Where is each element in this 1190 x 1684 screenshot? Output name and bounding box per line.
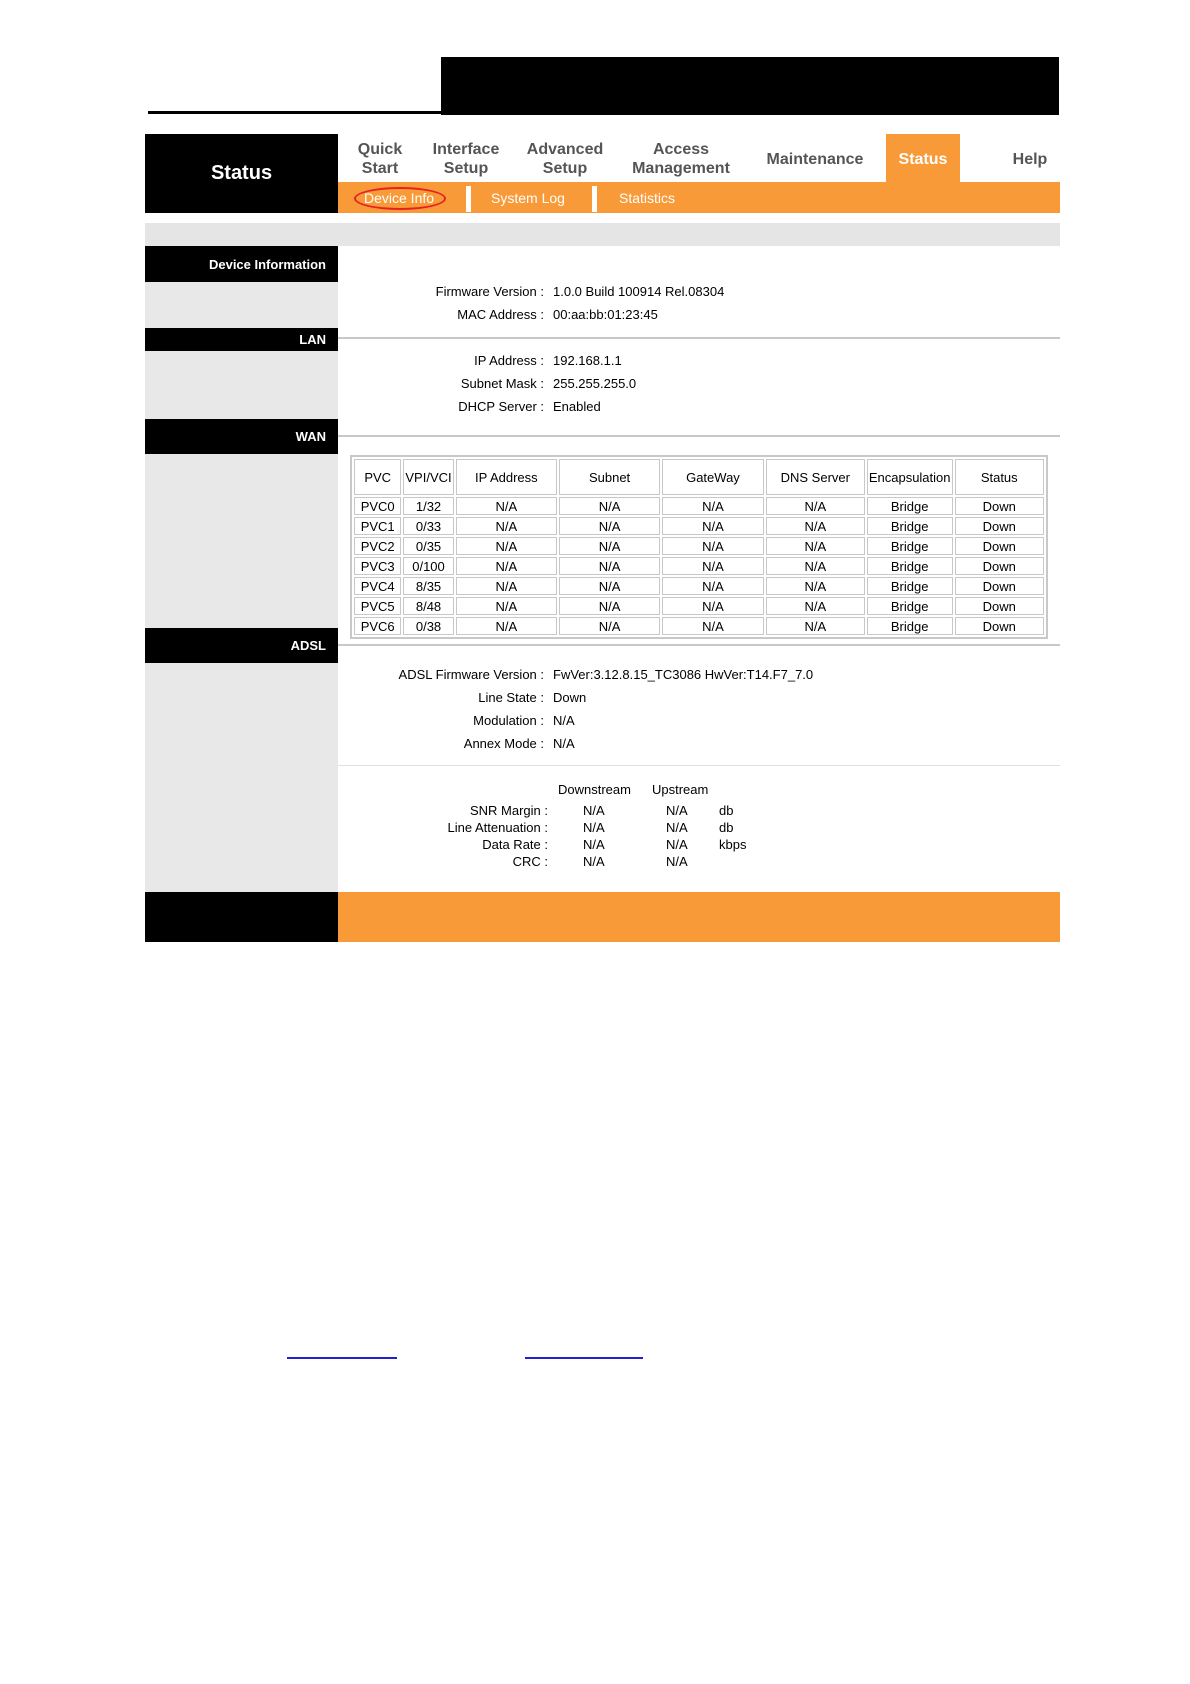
tab-interface-setup[interactable]: Interface Setup [432, 141, 500, 177]
table-cell: Bridge [867, 537, 953, 555]
mac-label: MAC Address : [457, 307, 544, 322]
section-header-device-information: Device Information [145, 246, 338, 282]
stat-unit: db [719, 820, 734, 835]
tab-status[interactable]: Status [898, 150, 948, 168]
table-cell: N/A [662, 597, 764, 615]
lan-mask-value: 255.255.255.0 [553, 376, 637, 391]
table-cell: N/A [766, 557, 865, 575]
table-cell: N/A [456, 557, 557, 575]
line-state-label: Line State : [478, 690, 544, 705]
content-top-strip [145, 223, 1060, 246]
table-cell: N/A [766, 517, 865, 535]
stat-unit: kbps [719, 837, 747, 852]
adsl-firmware-label: ADSL Firmware Version : [398, 667, 544, 682]
table-cell: N/A [766, 597, 865, 615]
col-header: Subnet [559, 459, 660, 495]
table-cell: Down [955, 557, 1045, 575]
section-header-wan: WAN [145, 419, 338, 454]
stat-label: SNR Margin : [469, 803, 548, 818]
table-cell: PVC3 [354, 557, 401, 575]
section-header-adsl: ADSL [145, 628, 338, 663]
table-cell: N/A [662, 557, 764, 575]
col-header: PVC [354, 459, 401, 495]
upstream-header: Upstream [652, 782, 709, 797]
stat-downstream: N/A [583, 854, 605, 869]
lan-ip-label: IP Address : [474, 353, 544, 368]
tab-advanced-setup[interactable]: Advanced Setup [526, 141, 604, 177]
tab-access-management[interactable]: Access Management [632, 141, 730, 177]
table-cell: Down [955, 617, 1045, 635]
footer-left [145, 892, 338, 942]
table-row [354, 597, 1044, 615]
stat-label: CRC : [512, 854, 548, 869]
table-cell: Down [955, 537, 1045, 555]
subnav-separator [466, 186, 471, 212]
stat-label: Line Attenuation : [447, 820, 548, 835]
table-cell: N/A [766, 617, 865, 635]
header-divider [148, 111, 1054, 114]
link-underline[interactable] [287, 1357, 397, 1359]
lan-mask-label: Subnet Mask : [460, 376, 544, 391]
stat-upstream: N/A [666, 803, 688, 818]
table-cell: PVC6 [354, 617, 401, 635]
table-cell: N/A [456, 497, 557, 515]
mac-value: 00:aa:bb:01:23:45 [553, 307, 658, 322]
table-cell: PVC2 [354, 537, 401, 555]
table-cell: 8/48 [403, 597, 453, 615]
highlight-ring [354, 187, 446, 210]
subnav-separator [592, 186, 597, 212]
downstream-header: Downstream [558, 782, 631, 797]
annex-mode-label: Annex Mode : [463, 736, 544, 751]
table-cell: N/A [766, 537, 865, 555]
col-header: Status [955, 459, 1045, 495]
col-header: DNS Server [766, 459, 865, 495]
line-state-value: Down [553, 690, 587, 705]
modulation-value: N/A [553, 713, 575, 728]
header-banner [441, 57, 1059, 115]
table-cell: PVC1 [354, 517, 401, 535]
stat-downstream: N/A [583, 820, 605, 835]
table-cell: Bridge [867, 617, 953, 635]
table-cell: 0/38 [403, 617, 453, 635]
col-header: IP Address [456, 459, 557, 495]
table-cell: N/A [662, 617, 764, 635]
lan-dhcp-label: DHCP Server : [458, 399, 544, 414]
tab-quick-start[interactable]: Quick Start [357, 141, 403, 177]
table-cell: N/A [456, 577, 557, 595]
table-row [354, 537, 1044, 555]
table-cell: Bridge [867, 597, 953, 615]
tab-maintenance[interactable]: Maintenance [766, 150, 864, 168]
table-cell: 0/35 [403, 537, 453, 555]
table-cell: Down [955, 577, 1045, 595]
col-header: GateWay [662, 459, 764, 495]
table-row [354, 497, 1044, 515]
section-title: Status [145, 134, 338, 213]
table-cell: N/A [559, 557, 660, 575]
table-cell: Bridge [867, 577, 953, 595]
subtab-system-log[interactable]: System Log [491, 189, 565, 206]
table-cell: N/A [559, 577, 660, 595]
table-cell: Down [955, 597, 1045, 615]
table-cell: PVC5 [354, 597, 401, 615]
modulation-label: Modulation : [473, 713, 544, 728]
stat-upstream: N/A [666, 837, 688, 852]
table-cell: N/A [662, 537, 764, 555]
table-cell: 0/100 [403, 557, 453, 575]
link-underline[interactable] [525, 1357, 643, 1359]
section-header-lan: LAN [145, 328, 338, 351]
stat-upstream: N/A [666, 820, 688, 835]
adsl-firmware-value: FwVer:3.12.8.15_TC3086 HwVer:T14.F7_7.0 [553, 667, 814, 682]
lan-dhcp-value: Enabled [553, 399, 601, 414]
table-cell: N/A [559, 517, 660, 535]
table-row [354, 517, 1044, 535]
table-cell: N/A [766, 577, 865, 595]
table-row [354, 617, 1044, 635]
table-cell: N/A [662, 517, 764, 535]
wan-table [350, 455, 1048, 639]
table-cell: N/A [559, 617, 660, 635]
col-header: VPI/VCI [403, 459, 453, 495]
table-cell: N/A [766, 497, 865, 515]
table-cell: N/A [559, 537, 660, 555]
table-cell: N/A [456, 617, 557, 635]
col-header: Encapsulation [867, 459, 953, 495]
divider [338, 765, 1060, 766]
firmware-label: Firmware Version : [435, 284, 544, 299]
table-cell: PVC4 [354, 577, 401, 595]
table-cell: N/A [456, 517, 557, 535]
table-cell: N/A [662, 497, 764, 515]
stat-downstream: N/A [583, 803, 605, 818]
table-header-row [354, 459, 1044, 495]
firmware-value: 1.0.0 Build 100914 Rel.08304 [553, 284, 725, 299]
table-cell: 0/33 [403, 517, 453, 535]
table-cell: Down [955, 517, 1045, 535]
stat-downstream: N/A [583, 837, 605, 852]
tab-help[interactable]: Help [1012, 150, 1048, 168]
table-cell: N/A [662, 577, 764, 595]
annex-mode-value: N/A [553, 736, 575, 751]
table-cell: Down [955, 497, 1045, 515]
stat-label: Data Rate : [482, 837, 548, 852]
stat-unit: db [719, 803, 734, 818]
subtab-device-info[interactable]: Device Info [364, 189, 435, 206]
table-cell: N/A [456, 597, 557, 615]
table-cell: 8/35 [403, 577, 453, 595]
footer-bar [338, 892, 1060, 942]
table-cell: N/A [559, 497, 660, 515]
table-cell: N/A [559, 597, 660, 615]
table-cell: 1/32 [403, 497, 453, 515]
divider [338, 435, 1060, 437]
table-cell: Bridge [867, 557, 953, 575]
divider [338, 337, 1060, 339]
table-row [354, 577, 1044, 595]
table-cell: N/A [456, 537, 557, 555]
table-cell: Bridge [867, 517, 953, 535]
stat-upstream: N/A [666, 854, 688, 869]
table-cell: PVC0 [354, 497, 401, 515]
divider [338, 644, 1060, 646]
lan-ip-value: 192.168.1.1 [553, 353, 622, 368]
subtab-statistics[interactable]: Statistics [619, 189, 676, 206]
table-row [354, 557, 1044, 575]
table-cell: Bridge [867, 497, 953, 515]
subnav-bar [338, 182, 1060, 213]
